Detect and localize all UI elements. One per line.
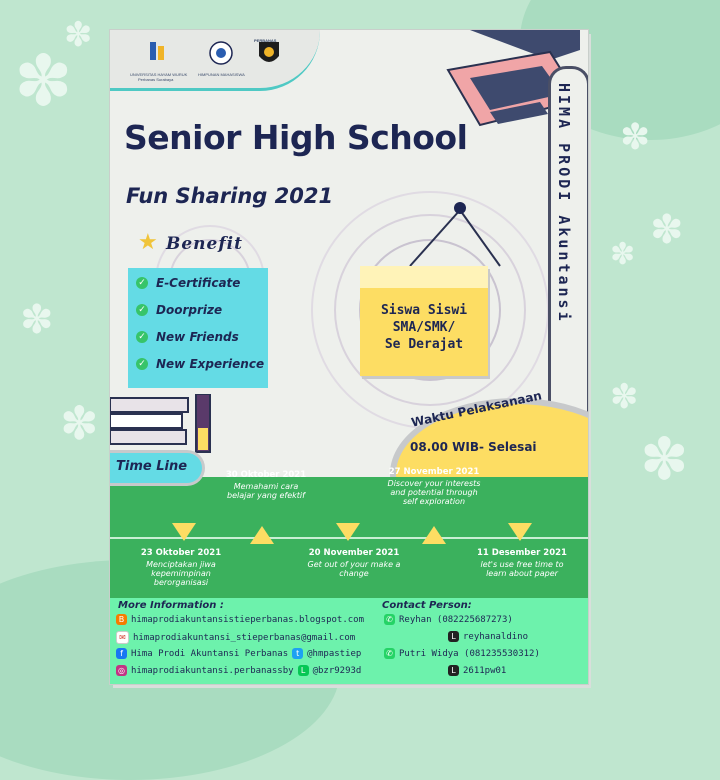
check-icon: ✓ xyxy=(136,304,148,316)
instagram-icon: ◎ xyxy=(116,665,127,676)
check-icon: ✓ xyxy=(136,358,148,370)
audience-line: Siswa Siswi xyxy=(380,303,468,318)
poster xyxy=(110,30,588,684)
benefit-item xyxy=(136,303,222,317)
hima-vertical-banner xyxy=(548,66,588,431)
timeline-event xyxy=(222,471,310,500)
contact-person-2-text: Putri Widya (081235530312) xyxy=(399,648,540,659)
timeline-event xyxy=(472,549,572,578)
flower-icon: ✽ xyxy=(610,237,636,272)
contact-heading: Contact Person: xyxy=(382,600,472,611)
timeline-desc: let's use free time to learn about paper xyxy=(480,560,564,578)
contact-person-1-line-text: reyhanaldino xyxy=(463,631,529,642)
books-illustration xyxy=(110,394,220,456)
info-footer xyxy=(110,598,588,684)
logo-bar xyxy=(110,30,320,91)
star-icon: ★ xyxy=(138,230,158,255)
twitter-text: @hmpastiep xyxy=(307,648,362,659)
schedule-label: Waktu Pelaksanaan xyxy=(409,388,544,430)
logo1-sublabel: Perbanas Surabaya xyxy=(138,77,174,82)
more-info-heading: More Information : xyxy=(118,600,224,611)
email-text: himaprodiakuntansi_stieperbanas@gmail.com xyxy=(133,632,356,643)
benefit-item xyxy=(136,330,239,344)
twitter-icon: t xyxy=(292,648,303,659)
timeline-marker-up xyxy=(250,526,274,544)
facebook-icon: f xyxy=(116,648,127,659)
contact-person-1-line[interactable] xyxy=(448,631,528,642)
benefit-item-label: New Experience xyxy=(156,357,265,371)
logo3-label: PERBANAS xyxy=(254,38,277,43)
timeline-event xyxy=(306,549,402,578)
audience-sticky-note xyxy=(360,266,488,376)
timeline-date: 27 November 2021 xyxy=(388,467,480,477)
flower-icon: ✽ xyxy=(640,425,689,493)
timeline-event xyxy=(386,468,482,506)
contact-person-1[interactable] xyxy=(384,614,513,625)
benefit-item-label: Doorprize xyxy=(156,303,223,317)
perbanas-logo-icon xyxy=(256,40,282,68)
check-icon: ✓ xyxy=(136,331,148,343)
line-icon: L xyxy=(298,665,309,676)
timeline-marker-down xyxy=(172,523,196,541)
timeline-label: Time Line xyxy=(116,459,188,474)
timeline-desc: Get out of your make a change xyxy=(307,560,401,578)
blog-link[interactable] xyxy=(116,614,364,625)
timeline-date: 11 Desember 2021 xyxy=(477,548,567,558)
benefit-item-label: New Friends xyxy=(156,330,239,344)
timeline-marker-up xyxy=(422,526,446,544)
benefit-item-label: E-Certificate xyxy=(156,276,241,290)
flower-icon: ✽ xyxy=(650,207,684,253)
whatsapp-icon: ✆ xyxy=(384,648,395,659)
check-icon: ✓ xyxy=(136,277,148,289)
timeline-desc: Discover your interests and potential through self exploration xyxy=(387,479,481,506)
timeline-date: 23 Oktober 2021 xyxy=(140,548,222,558)
hima-vertical-text: HIMA PRODI Akuntansi xyxy=(555,83,573,324)
page-subtitle: Fun Sharing 2021 xyxy=(126,184,334,208)
himpunan-logo-icon xyxy=(208,40,234,66)
flower-icon: ✽ xyxy=(620,117,651,158)
instagram-text: himaprodiakuntansi.perbanassby xyxy=(131,665,294,676)
instagram-link[interactable] xyxy=(116,665,361,676)
flower-icon: ✽ xyxy=(64,15,93,55)
timeline-tag xyxy=(110,450,205,486)
benefit-item xyxy=(136,276,240,290)
page-title: Senior High School xyxy=(124,118,468,157)
flower-icon: ✽ xyxy=(610,377,639,417)
audience-line: Se Derajat xyxy=(384,337,464,352)
contact-person-2-line-text: 2611pw01 xyxy=(463,665,507,676)
timeline-marker-down xyxy=(508,523,532,541)
logo2-label: HIMPUNAN MAHASISWA xyxy=(198,72,245,77)
flower-icon: ✽ xyxy=(60,396,99,450)
flower-icon: ✽ xyxy=(14,40,73,122)
email-link[interactable] xyxy=(116,631,355,644)
mail-icon: ✉ xyxy=(116,631,129,644)
logo1-label: UNIVERSITAS HAYAM WURUK xyxy=(130,72,188,77)
benefit-item xyxy=(136,357,264,371)
line-text: @bzr9293d xyxy=(312,665,362,676)
facebook-link[interactable] xyxy=(116,648,361,659)
timeline-desc: Memahami cara belajar yang efektif xyxy=(227,482,305,500)
blogger-icon: B xyxy=(116,614,127,625)
line-icon: L xyxy=(448,665,459,676)
benefit-title: Benefit xyxy=(166,234,243,254)
timeline-date: 20 November 2021 xyxy=(308,548,400,558)
contact-person-2[interactable] xyxy=(384,648,540,659)
contact-person-1-text: Reyhan (082225687273) xyxy=(399,614,513,625)
timeline-event xyxy=(138,549,224,587)
contact-person-2-line[interactable] xyxy=(448,665,506,676)
flower-icon: ✽ xyxy=(20,297,54,343)
whatsapp-icon: ✆ xyxy=(384,614,395,625)
schedule-time: 08.00 WIB- Selesai xyxy=(410,440,537,454)
timeline-desc: Menciptakan jiwa kepemimpinan berorganisasi xyxy=(146,560,216,587)
blog-text: himaprodiakuntansistieperbanas.blogspot.com xyxy=(131,614,364,625)
timeline-marker-down xyxy=(336,523,360,541)
audience-line: SMA/SMK/ xyxy=(392,320,456,335)
timeline-date: 30 Oktober 2021 xyxy=(225,470,307,480)
line-icon: L xyxy=(448,631,459,642)
university-logo-icon xyxy=(148,40,166,66)
benefit-box xyxy=(128,268,268,388)
facebook-text: Hima Prodi Akuntansi Perbanas xyxy=(131,648,289,659)
